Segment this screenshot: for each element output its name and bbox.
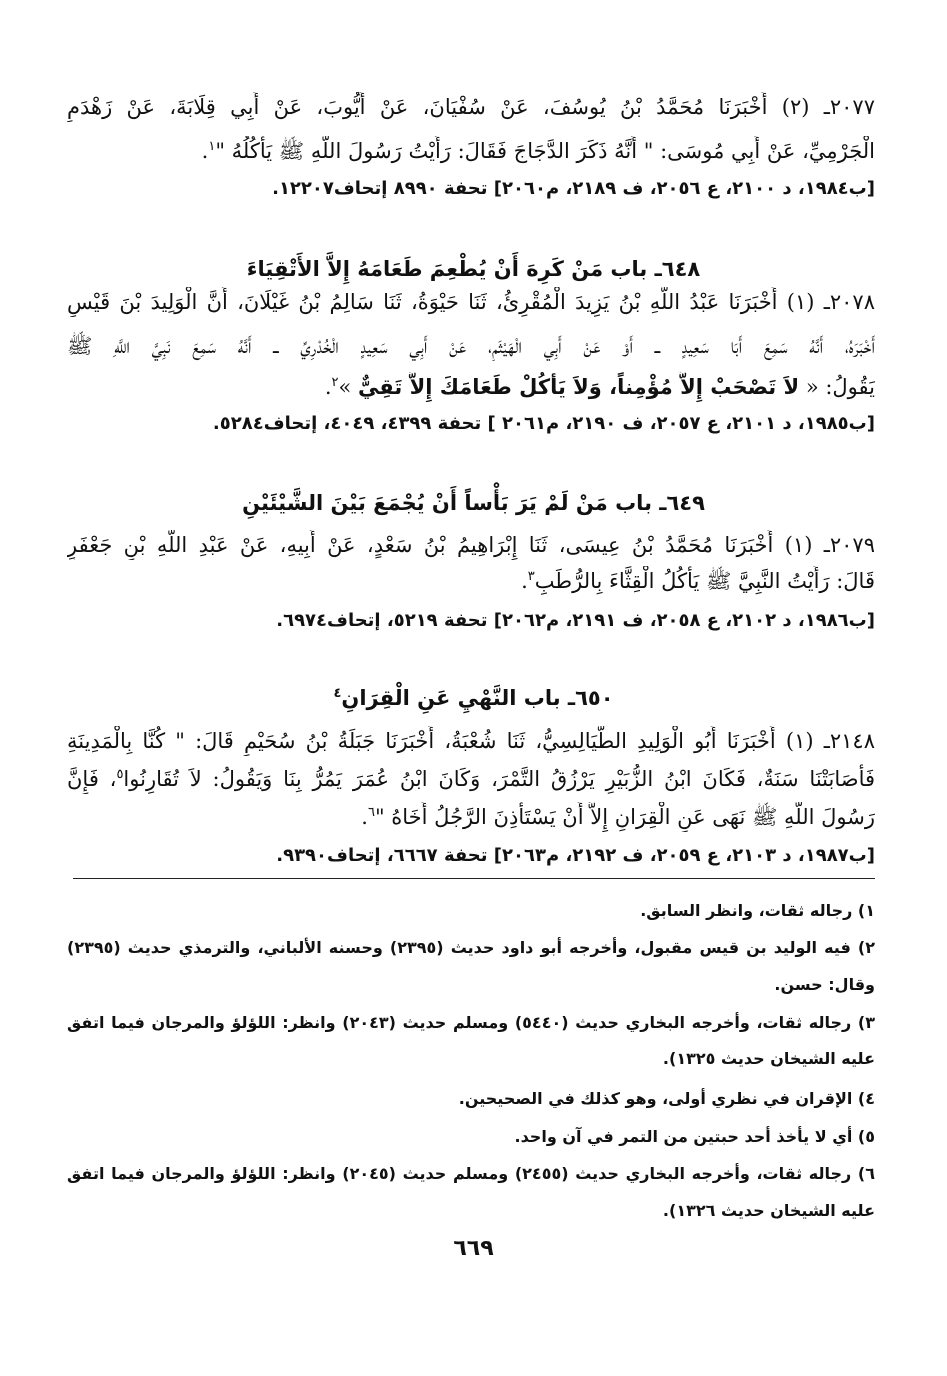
hadith-2077-references: [ب١٩٨٤، د ٢١٠٠، ع ٢٠٥٦، ف ٢١٨٩، م٢٠٦٠] تحفة ٨٩٩٠ إتحاف١٢٢٠٧. (272, 178, 875, 199)
footnote-2-line-1: ٢) فيه الوليد بن قيس مقبول، وأخرجه أبو داود حديث (٢٣٩٥) وحسنه الألباني، والترمذي حديث (٢٣٩٥) (67, 938, 875, 957)
hadith-2148-line-2 (67, 764, 875, 794)
hadith-2078-line-3: يَقُولُ: « لاَ تَصْحَبْ إِلاَّ مُؤْمِناً، وَلاَ يَأْكُلْ طَعَامَكَ إِلاَّ تَقِيٌّ »$^٢$. (324, 375, 875, 399)
hadith-2079-line-2: قَالَ: رَأَيْتُ النَّبِيَّ ﷺ يَأْكُلُ الْقِثَّاءَ بِالرُّطَبِ$^٣$. (521, 569, 875, 593)
footnote-marker-1: ١ (208, 139, 216, 154)
footnote-1: ١) رجاله ثقات، وانظر السابق. (640, 901, 875, 920)
footnote-6-line-1: ٦) رجاله ثقات، وأخرجه البخاري حديث (٢٤٥٥) ومسلم حديث (٢٠٤٥) وانظر: اللؤلؤ والمرجان فيما اتفق (67, 1164, 875, 1183)
footnote-6-line-2: عليه الشيخان حديث ١٣٢٦). (662, 1201, 875, 1220)
hadith-2078-prophetic-saying: لاَ تَصْحَبْ إِلاَّ مُؤْمِناً، وَلاَ يَأْكُلْ طَعَامَكَ إِلاَّ تَقِيٌّ (358, 375, 800, 399)
chapter-heading-649: ٦٤٩ـ باب مَنْ لَمْ يَرَ بَأْساً أَنْ يُجْمَعَ بَيْنَ الشَّيْئَيْنِ (242, 491, 705, 515)
hadith-2148-references: [ب١٩٨٧، د ٢١٠٣، ع ٢٠٥٩، ف ٢١٩٢، م٢٠٦٣] تحفة ٦٦٦٧، إتحاف٩٣٩٠. (276, 845, 875, 866)
hadith-2148-line-3: رَسُولَ اللَّهِ ﷺ نَهَى عَنِ الْقِرَانِ إِلاَّ أَنْ يَسْتَأْذِنَ الرَّجُلُ أَخَاهُ "$^٦$. (361, 805, 875, 829)
hadith-2078-quote-close: » (338, 375, 352, 399)
hadith-2078-quote-open: يَقُولُ: « (805, 375, 875, 399)
footnote-marker-5: ٥ (116, 767, 124, 782)
hadith-2077-line-1: ٢٠٧٧ـ (٢) أَخْبَرَنَا مُحَمَّدُ بْنُ يُوسُفَ، عَنْ سُفْيَانَ، عَنْ أَيُّوبَ، عَنْ أَبِي قِلَابَةَ، عَنْ زَهْدَمٍ (67, 95, 875, 119)
page-number: ٦٦٩ (453, 1236, 494, 1261)
footnote-marker-3: ٣ (527, 569, 535, 584)
hadith-2078-line-2: أَخْبَرَهُ، أَنَّهُ سَمِعَ أَبَا سَعِيدٍ ــ أَوْ عَنْ أَبِي الْهَيْثَمِ، عَنْ أَبِي سَعِيدٍ الْخُدْرِيِّ ــ أَنَّهُ سَمِعَ نَبِيَّ اللَّهِ ﷺ (67, 334, 875, 358)
hadith-2148-line-2-text: فَأَصَابَتْنَا سَنَةٌ، فَكَانَ ابْنُ الزُّبَيْرِ يَرْزُقُ التَّمْرَ، وَكَانَ ابْنُ عُمَرَ يَمُرُّ بِنَا وَيَقُولُ: لاَ تُقَارِنُوا (123, 767, 875, 791)
footnote-separator (73, 878, 875, 879)
footnote-marker-6: ٦ (367, 805, 375, 820)
footnote-5: ٥) أي لا يأخذ أحد حبتين من التمر في آن واحد. (514, 1127, 875, 1146)
hadith-2079-text: قَالَ: رَأَيْتُ النَّبِيَّ ﷺ يَأْكُلُ الْقِثَّاءَ بِالرُّطَبِ (534, 569, 875, 593)
footnote-marker-2: ٢ (331, 375, 339, 390)
hadith-2079-line-1: ٢٠٧٩ـ (١) أَخْبَرَنَا مُحَمَّدُ بْنُ عِيسَى، ثَنَا إِبْرَاهِيمُ بْنُ سَعْدٍ، عَنْ أَبِيهِ، عَنْ عَبْدِ اللَّهِ بْنِ جَعْفَرٍ (67, 533, 875, 557)
hadith-2148-line-1: ٢١٤٨ـ (١) أَخْبَرَنَا أَبُو الْوَلِيدِ الطَّيَالِسِيُّ، ثَنَا شُعْبَةُ، أَخْبَرَنَا جَبَلَةُ بْنُ سُحَيْمٍ قَالَ: " كُنَّا بِالْمَدِينَةِ (67, 729, 875, 753)
hadith-2077-line-2: الْجَرْمِيِّ، عَنْ أَبِي مُوسَى: " أَنَّهُ ذَكَرَ الدَّجَاجَ فَقَالَ: رَأَيْتُ رَسُولَ اللَّهِ ﷺ يَأْكُلُهُ "$^١$. (201, 139, 875, 163)
chapter-heading-648: ٦٤٨ـ باب مَنْ كَرِهَ أَنْ يُطْعِمَ طَعَامَهُ إِلاَّ الأَتْقِيَاءَ (246, 257, 701, 281)
footnote-marker-4: ٤ (333, 686, 342, 701)
chapter-heading-650 (0, 683, 947, 713)
footnote-4: ٤) الإقران في نظري أولى، وهو كذلك في الصحيحين. (458, 1089, 875, 1108)
hadith-2148-text: رَسُولَ اللَّهِ ﷺ نَهَى عَنِ الْقِرَانِ إِلاَّ أَنْ يَسْتَأْذِنَ الرَّجُلُ أَخَاهُ " (374, 805, 875, 829)
footnote-2-line-2: وقال: حسن. (774, 975, 875, 994)
hadith-2078-references: [ب١٩٨٥، د ٢١٠١، ع ٢٠٥٧، ف ٢١٩٠، م٢٠٦١ ] تحفة ٤٣٩٩، ٤٠٤٩، إتحاف٥٢٨٤. (212, 413, 875, 434)
hadith-2148-line-2-end: ، فَإِنَّ (67, 767, 117, 791)
footnote-3-line-1: ٣) رجاله ثقات، وأخرجه البخاري حديث (٥٤٤٠) ومسلم حديث (٢٠٤٣) وانظر: اللؤلؤ والمرجان فيما اتفق (67, 1013, 875, 1032)
footnote-3-line-2: عليه الشيخان حديث ١٣٢٥). (662, 1049, 875, 1068)
hadith-2077-text: الْجَرْمِيِّ، عَنْ أَبِي مُوسَى: " أَنَّهُ ذَكَرَ الدَّجَاجَ فَقَالَ: رَأَيْتُ رَسُولَ اللَّهِ ﷺ يَأْكُلُهُ " (215, 139, 875, 163)
hadith-2079-references: [ب١٩٨٦، د ٢١٠٢، ع ٢٠٥٨، ف ٢١٩١، م٢٠٦٢] تحفة ٥٢١٩، إتحاف٦٩٧٤. (276, 610, 875, 631)
chapter-heading-650-text: ٦٥٠ـ باب النَّهْيِ عَنِ الْقِرَانِ (341, 686, 614, 710)
hadith-2078-line-1: ٢٠٧٨ـ (١) أَخْبَرَنَا عَبْدُ اللَّهِ بْنُ يَزِيدَ الْمُقْرِئُ، ثَنَا حَيْوَةُ، ثَنَا سَالِمُ بْنُ غَيْلَانَ، أَنَّ الْوَلِيدَ بْنَ قَيْسٍ (67, 290, 875, 314)
